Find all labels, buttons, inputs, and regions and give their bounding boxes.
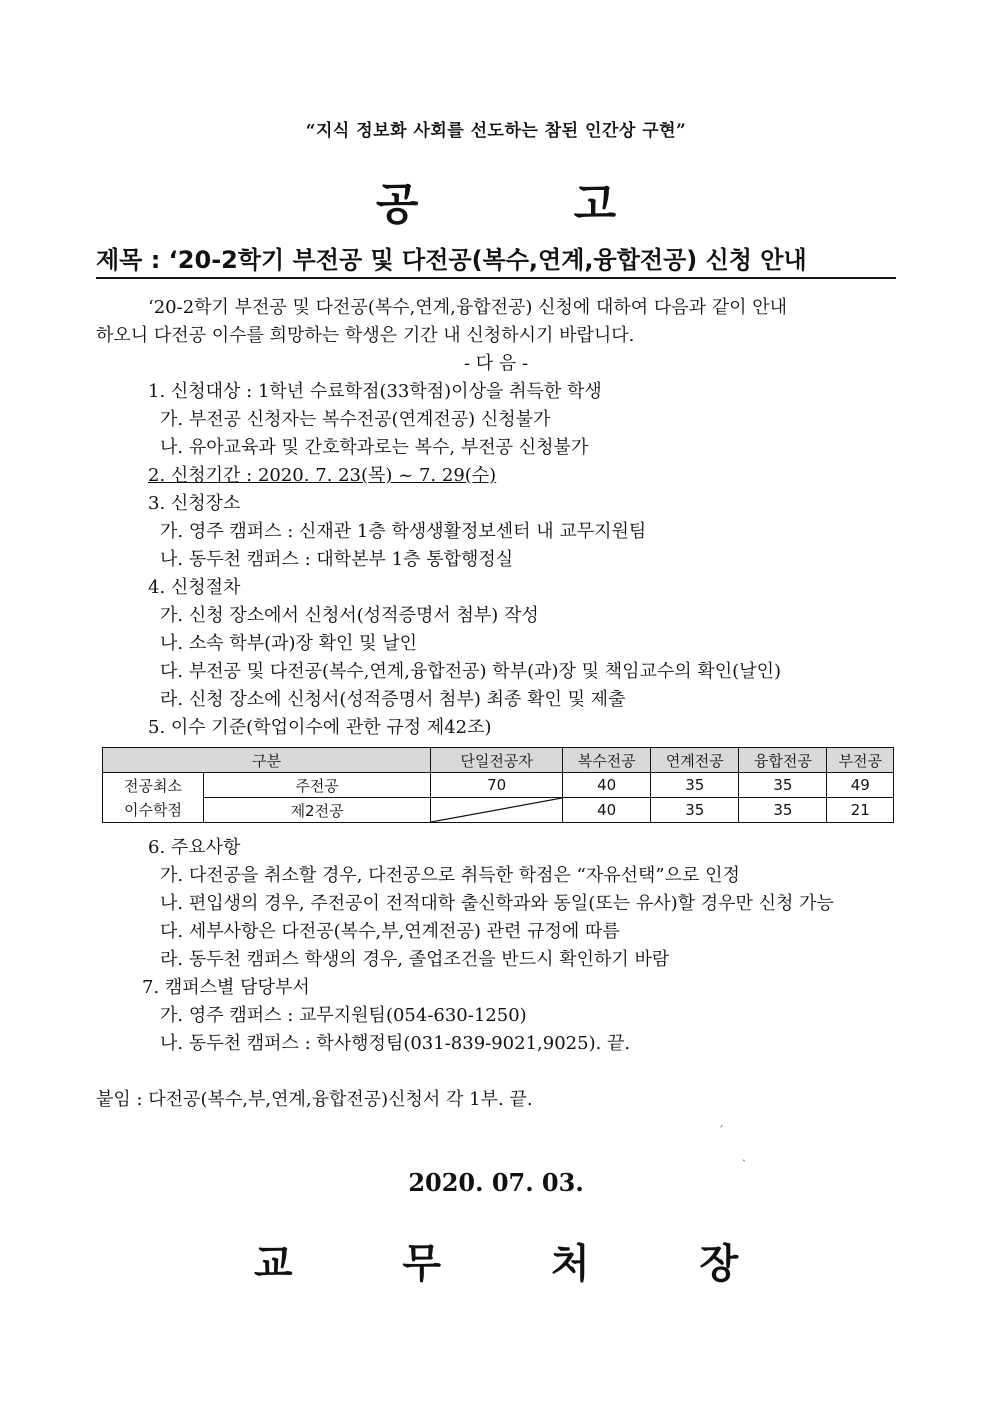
signer <box>0 1232 992 1289</box>
item-5: 5. 이수 기준(학업이수에 관한 규정 제42조) <box>148 717 492 738</box>
item-1: 1. 신청대상 : 1학년 수료학점(33학점)이상을 취득한 학생 <box>148 381 602 402</box>
intro-line-1: ‘20-2학기 부전공 및 다전공(복수,연계,융합전공) 신청에 대하여 다음과 같이 안내 <box>148 297 788 318</box>
item-1b: 나. 유아교육과 및 간호학과로는 복수, 부전공 신청불가 <box>160 437 589 458</box>
table-header: 부전공 <box>827 748 894 773</box>
item-4c: 다. 부전공 및 다전공(복수,연계,융합전공) 학부(과)장 및 책임교수의 확인(날인) <box>160 661 781 682</box>
item-2-period: 2. 신청기간 : 2020. 7. 23(목) ~ 7. 29(수) <box>148 465 497 486</box>
table-header: 단일전공자 <box>431 748 563 773</box>
issue-date: 2020. 07. 03. <box>408 1168 584 1197</box>
next-label: - 다 음 - <box>463 353 529 374</box>
row-label: 주전공 <box>204 773 431 798</box>
credit-standard-table <box>102 747 894 823</box>
table-cell: 35 <box>739 773 827 798</box>
document-title <box>0 168 992 232</box>
signer-text: 교 무 처 장 <box>253 1240 787 1287</box>
item-7: 7. 캠퍼스별 담당부서 <box>142 977 310 998</box>
table-cell: 49 <box>827 773 894 798</box>
table-header: 구분 <box>103 748 431 773</box>
item-3: 3. 신청장소 <box>148 493 241 514</box>
intro-line-2: 하오니 다전공 이수를 희망하는 학생은 기간 내 신청하시기 바랍니다. <box>96 325 635 346</box>
subject-line: 제목 : ‘20-2학기 부전공 및 다전공(복수,연계,융합전공) 신청 안내 <box>96 246 807 274</box>
row-label: 제2전공 <box>204 798 431 823</box>
item-4a: 가. 신청 장소에서 신청서(성적증명서 첨부) 작성 <box>160 605 539 626</box>
item-6d: 라. 동두천 캠퍼스 학생의 경우, 졸업조건을 반드시 확인하기 바람 <box>160 949 670 970</box>
item-6a: 가. 다전공을 취소할 경우, 다전공으로 취득한 학점은 “자유선택”으로 인정 <box>160 865 740 886</box>
table-cell: 40 <box>563 798 651 823</box>
table-row <box>103 773 894 798</box>
item-4: 4. 신청절차 <box>148 577 241 598</box>
slogan: “지식 정보화 사회를 선도하는 참된 인간상 구현” <box>305 121 687 141</box>
item-6b: 나. 편입생의 경우, 주전공이 전적대학 출신학과와 동일(또는 유사)할 경우만 신청 가능 <box>160 893 834 914</box>
item-3b: 나. 동두천 캠퍼스 : 대학본부 1층 통합행정실 <box>160 549 514 570</box>
group-label-1: 전공최소 <box>124 776 182 795</box>
item-3a: 가. 영주 캠퍼스 : 신재관 1층 학생생활정보센터 내 교무지원팀 <box>160 521 647 542</box>
table-cell: 35 <box>651 773 739 798</box>
table-cell: 40 <box>563 773 651 798</box>
item-7b: 나. 동두천 캠퍼스 : 학사행정팀(031-839-9021,9025). 끝. <box>160 1033 631 1054</box>
stray-mark: ˊ <box>718 1124 724 1138</box>
item-6c: 다. 세부사항은 다전공(복수,부,연계전공) 관련 규정에 따름 <box>160 921 620 942</box>
table-row <box>103 798 894 823</box>
group-label-cell <box>103 773 204 823</box>
attachment-note: 붙임 : 다전공(복수,부,연계,융합전공)신청서 각 1부. 끝. <box>96 1089 533 1110</box>
diagonal-empty-cell <box>431 798 563 823</box>
table-cell: 70 <box>431 773 563 798</box>
document-title-text: 공 고 <box>375 179 687 230</box>
table-cell: 35 <box>651 798 739 823</box>
table-header-row <box>103 748 894 773</box>
item-4d: 라. 신청 장소에 신청서(성적증명서 첨부) 최종 확인 및 제출 <box>160 689 626 710</box>
diagonal-slash <box>431 798 562 822</box>
group-label-2: 이수학점 <box>124 800 182 819</box>
table-header: 복수전공 <box>563 748 651 773</box>
table-header: 연계전공 <box>651 748 739 773</box>
subject-underline <box>96 277 896 279</box>
table-cell: 21 <box>827 798 894 823</box>
item-7a: 가. 영주 캠퍼스 : 교무지원팀(054-630-1250) <box>160 1005 527 1026</box>
item-4b: 나. 소속 학부(과)장 확인 및 날인 <box>160 633 418 654</box>
table-header: 융합전공 <box>739 748 827 773</box>
stray-mark: ˏ <box>742 1148 746 1162</box>
table-cell: 35 <box>739 798 827 823</box>
item-6: 6. 주요사항 <box>148 837 241 858</box>
item-1a: 가. 부전공 신청자는 복수전공(연계전공) 신청불가 <box>160 409 551 430</box>
